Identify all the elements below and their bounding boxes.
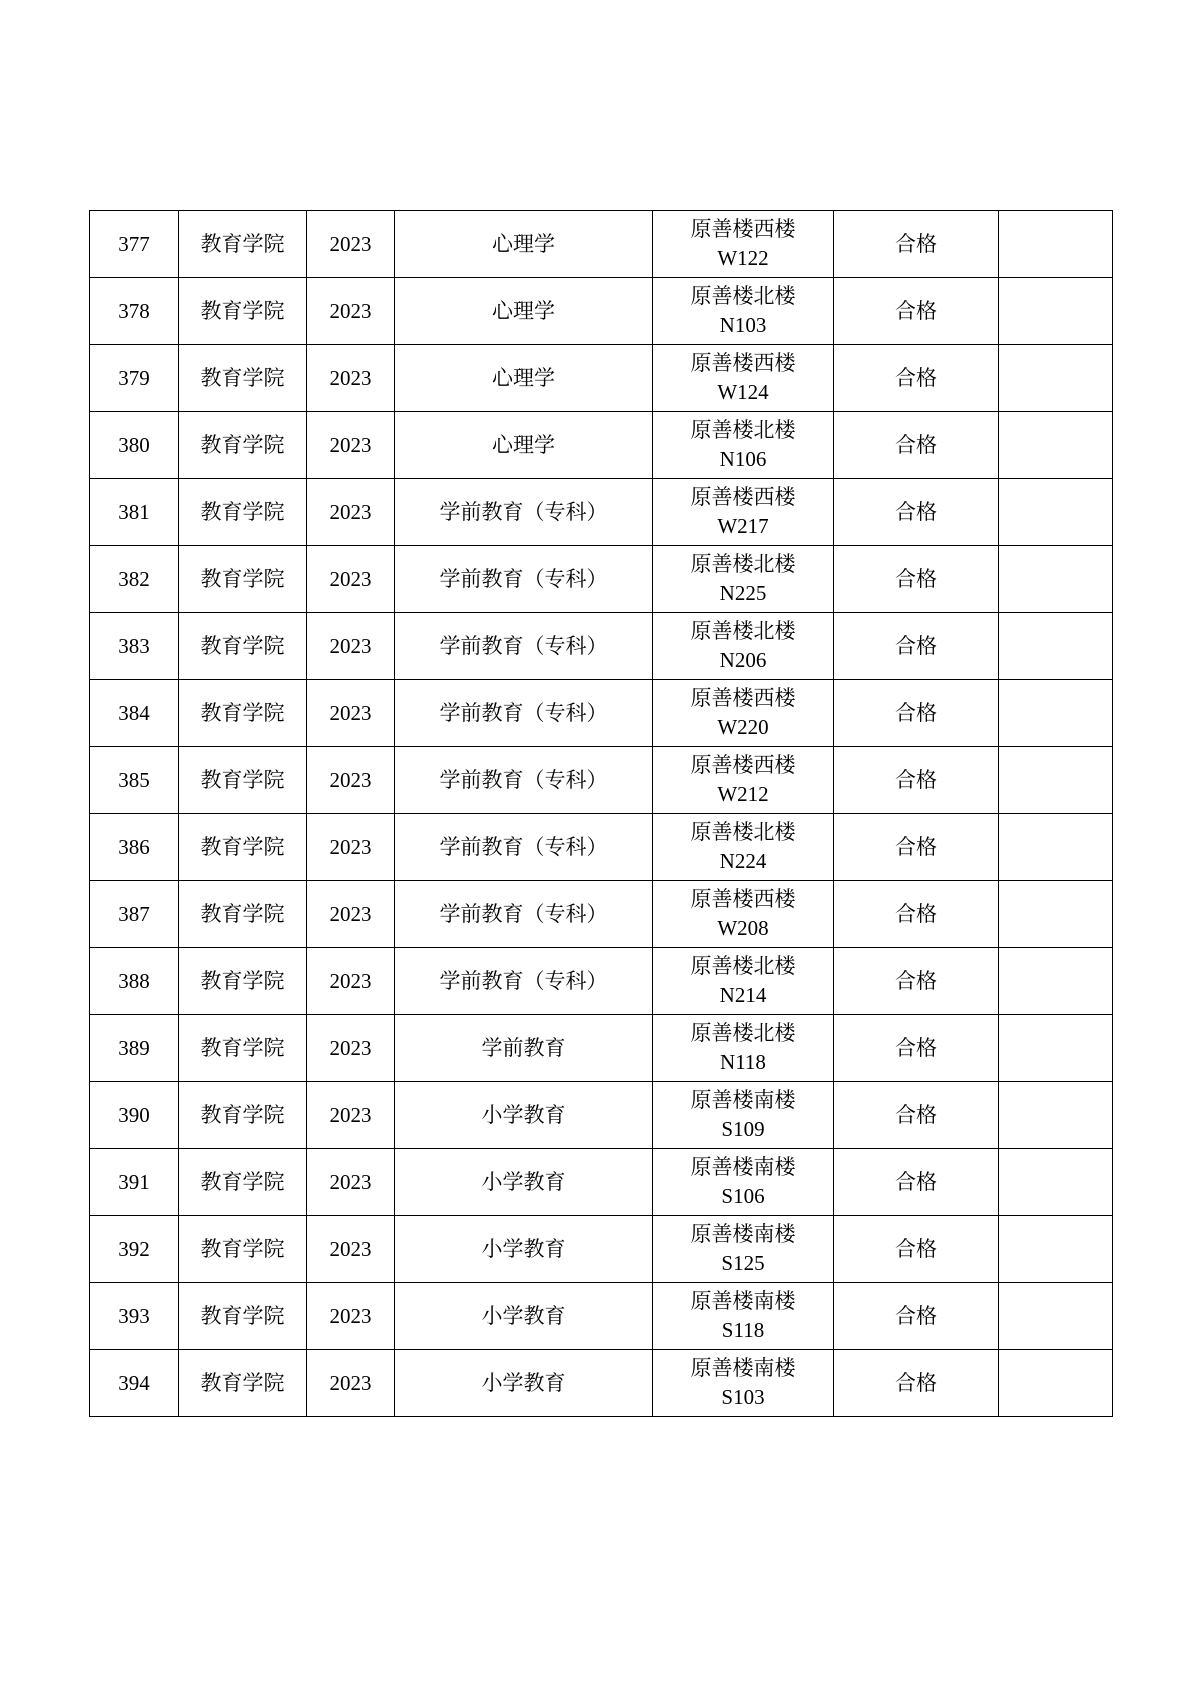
- building-name: 原善楼南楼: [690, 1088, 796, 1112]
- result-cell: 合格: [834, 613, 999, 680]
- dorm-location-cell: [653, 1082, 834, 1149]
- room-number: W217: [717, 514, 769, 538]
- row-number-cell: 386: [90, 814, 179, 881]
- building-name: 原善楼北楼: [690, 552, 796, 576]
- room-number: N103: [719, 313, 767, 337]
- college-cell: 教育学院: [179, 1082, 307, 1149]
- major-cell: 小学教育: [395, 1283, 653, 1350]
- table-row: [90, 1216, 1113, 1283]
- year-cell: 2023: [307, 814, 395, 881]
- table-row: [90, 680, 1113, 747]
- dorm-location-cell: [653, 278, 834, 345]
- room-number: W212: [717, 782, 769, 806]
- room-number: N225: [719, 581, 767, 605]
- year-cell: 2023: [307, 680, 395, 747]
- building-name: 原善楼南楼: [690, 1289, 796, 1313]
- building-name: 原善楼南楼: [690, 1356, 796, 1380]
- major-cell: 学前教育（专科）: [395, 881, 653, 948]
- table-body: [90, 211, 1113, 1417]
- building-name: 原善楼北楼: [690, 1021, 796, 1045]
- table-row: [90, 613, 1113, 680]
- college-cell: 教育学院: [179, 1216, 307, 1283]
- result-cell: 合格: [834, 1350, 999, 1417]
- row-number-cell: 392: [90, 1216, 179, 1283]
- building-name: 原善楼西楼: [690, 887, 796, 911]
- result-cell: 合格: [834, 747, 999, 814]
- year-cell: 2023: [307, 211, 395, 278]
- dorm-location-cell: [653, 814, 834, 881]
- table-row: [90, 345, 1113, 412]
- row-number-cell: 382: [90, 546, 179, 613]
- note-cell: [999, 948, 1113, 1015]
- year-cell: 2023: [307, 345, 395, 412]
- table-row: [90, 278, 1113, 345]
- building-name: 原善楼北楼: [690, 820, 796, 844]
- college-cell: 教育学院: [179, 1283, 307, 1350]
- dorm-location-cell: [653, 345, 834, 412]
- row-number-cell: 389: [90, 1015, 179, 1082]
- room-number: W124: [717, 380, 769, 404]
- table-row: [90, 546, 1113, 613]
- result-cell: 合格: [834, 814, 999, 881]
- year-cell: 2023: [307, 1149, 395, 1216]
- year-cell: 2023: [307, 1082, 395, 1149]
- dormitory-inspection-table: [89, 210, 1113, 1417]
- dorm-location-cell: [653, 1015, 834, 1082]
- row-number-cell: 394: [90, 1350, 179, 1417]
- note-cell: [999, 1350, 1113, 1417]
- building-name: 原善楼西楼: [690, 753, 796, 777]
- year-cell: 2023: [307, 613, 395, 680]
- dorm-location-cell: [653, 1283, 834, 1350]
- table-row: [90, 1350, 1113, 1417]
- row-number-cell: 388: [90, 948, 179, 1015]
- building-name: 原善楼西楼: [690, 686, 796, 710]
- table-row: [90, 1283, 1113, 1350]
- college-cell: 教育学院: [179, 948, 307, 1015]
- college-cell: 教育学院: [179, 1350, 307, 1417]
- result-cell: 合格: [834, 412, 999, 479]
- building-name: 原善楼西楼: [690, 217, 796, 241]
- row-number-cell: 390: [90, 1082, 179, 1149]
- note-cell: [999, 345, 1113, 412]
- room-number: W122: [717, 246, 769, 270]
- building-name: 原善楼南楼: [690, 1155, 796, 1179]
- year-cell: 2023: [307, 278, 395, 345]
- dorm-location-cell: [653, 479, 834, 546]
- room-number: W208: [717, 916, 769, 940]
- row-number-cell: 393: [90, 1283, 179, 1350]
- dorm-location-cell: [653, 1350, 834, 1417]
- row-number-cell: 379: [90, 345, 179, 412]
- major-cell: 小学教育: [395, 1082, 653, 1149]
- room-number: N106: [719, 447, 767, 471]
- note-cell: [999, 747, 1113, 814]
- major-cell: 心理学: [395, 412, 653, 479]
- dorm-location-cell: [653, 1149, 834, 1216]
- college-cell: 教育学院: [179, 345, 307, 412]
- note-cell: [999, 1149, 1113, 1216]
- result-cell: 合格: [834, 1149, 999, 1216]
- note-cell: [999, 1216, 1113, 1283]
- room-number: S125: [721, 1251, 765, 1275]
- major-cell: 心理学: [395, 211, 653, 278]
- row-number-cell: 378: [90, 278, 179, 345]
- note-cell: [999, 211, 1113, 278]
- year-cell: 2023: [307, 479, 395, 546]
- year-cell: 2023: [307, 1216, 395, 1283]
- note-cell: [999, 1015, 1113, 1082]
- note-cell: [999, 613, 1113, 680]
- building-name: 原善楼西楼: [690, 485, 796, 509]
- building-name: 原善楼南楼: [690, 1222, 796, 1246]
- result-cell: 合格: [834, 1216, 999, 1283]
- major-cell: 学前教育（专科）: [395, 546, 653, 613]
- result-cell: 合格: [834, 1082, 999, 1149]
- note-cell: [999, 680, 1113, 747]
- building-name: 原善楼北楼: [690, 418, 796, 442]
- note-cell: [999, 814, 1113, 881]
- building-name: 原善楼北楼: [690, 954, 796, 978]
- row-number-cell: 391: [90, 1149, 179, 1216]
- year-cell: 2023: [307, 412, 395, 479]
- table-row: [90, 881, 1113, 948]
- room-number: S109: [721, 1117, 765, 1141]
- room-number: N206: [719, 648, 767, 672]
- college-cell: 教育学院: [179, 479, 307, 546]
- college-cell: 教育学院: [179, 1149, 307, 1216]
- major-cell: 心理学: [395, 278, 653, 345]
- dorm-location-cell: [653, 1216, 834, 1283]
- table-row: [90, 1015, 1113, 1082]
- college-cell: 教育学院: [179, 412, 307, 479]
- dorm-location-cell: [653, 680, 834, 747]
- dorm-location-cell: [653, 546, 834, 613]
- table-row: [90, 479, 1113, 546]
- major-cell: 学前教育（专科）: [395, 479, 653, 546]
- row-number-cell: 384: [90, 680, 179, 747]
- result-cell: 合格: [834, 546, 999, 613]
- dorm-location-cell: [653, 747, 834, 814]
- note-cell: [999, 479, 1113, 546]
- note-cell: [999, 1283, 1113, 1350]
- result-cell: 合格: [834, 881, 999, 948]
- room-number: N224: [719, 849, 767, 873]
- dorm-location-cell: [653, 412, 834, 479]
- building-name: 原善楼北楼: [690, 619, 796, 643]
- major-cell: 学前教育（专科）: [395, 680, 653, 747]
- note-cell: [999, 546, 1113, 613]
- year-cell: 2023: [307, 1350, 395, 1417]
- row-number-cell: 383: [90, 613, 179, 680]
- note-cell: [999, 1082, 1113, 1149]
- year-cell: 2023: [307, 1015, 395, 1082]
- major-cell: 学前教育（专科）: [395, 747, 653, 814]
- note-cell: [999, 278, 1113, 345]
- row-number-cell: 377: [90, 211, 179, 278]
- result-cell: 合格: [834, 1015, 999, 1082]
- college-cell: 教育学院: [179, 546, 307, 613]
- year-cell: 2023: [307, 1283, 395, 1350]
- result-cell: 合格: [834, 948, 999, 1015]
- table-row: [90, 1149, 1113, 1216]
- major-cell: 学前教育（专科）: [395, 814, 653, 881]
- table-row: [90, 814, 1113, 881]
- college-cell: 教育学院: [179, 211, 307, 278]
- result-cell: 合格: [834, 211, 999, 278]
- college-cell: 教育学院: [179, 814, 307, 881]
- building-name: 原善楼西楼: [690, 351, 796, 375]
- room-number: W220: [717, 715, 769, 739]
- dorm-location-cell: [653, 948, 834, 1015]
- major-cell: 小学教育: [395, 1149, 653, 1216]
- year-cell: 2023: [307, 546, 395, 613]
- year-cell: 2023: [307, 881, 395, 948]
- dorm-location-cell: [653, 211, 834, 278]
- result-cell: 合格: [834, 345, 999, 412]
- major-cell: 学前教育（专科）: [395, 613, 653, 680]
- major-cell: 心理学: [395, 345, 653, 412]
- college-cell: 教育学院: [179, 680, 307, 747]
- dorm-location-cell: [653, 881, 834, 948]
- year-cell: 2023: [307, 948, 395, 1015]
- note-cell: [999, 412, 1113, 479]
- result-cell: 合格: [834, 278, 999, 345]
- college-cell: 教育学院: [179, 747, 307, 814]
- room-number: N118: [720, 1050, 766, 1074]
- major-cell: 学前教育: [395, 1015, 653, 1082]
- row-number-cell: 385: [90, 747, 179, 814]
- college-cell: 教育学院: [179, 1015, 307, 1082]
- row-number-cell: 380: [90, 412, 179, 479]
- major-cell: 小学教育: [395, 1350, 653, 1417]
- room-number: N214: [719, 983, 767, 1007]
- result-cell: 合格: [834, 1283, 999, 1350]
- major-cell: 小学教育: [395, 1216, 653, 1283]
- room-number: S118: [721, 1318, 765, 1342]
- room-number: S106: [721, 1184, 765, 1208]
- dorm-location-cell: [653, 613, 834, 680]
- major-cell: 学前教育（专科）: [395, 948, 653, 1015]
- building-name: 原善楼北楼: [690, 284, 796, 308]
- year-cell: 2023: [307, 747, 395, 814]
- table-row: [90, 948, 1113, 1015]
- college-cell: 教育学院: [179, 613, 307, 680]
- note-cell: [999, 881, 1113, 948]
- table-row: [90, 1082, 1113, 1149]
- college-cell: 教育学院: [179, 881, 307, 948]
- row-number-cell: 387: [90, 881, 179, 948]
- result-cell: 合格: [834, 479, 999, 546]
- result-cell: 合格: [834, 680, 999, 747]
- room-number: S103: [721, 1385, 765, 1409]
- row-number-cell: 381: [90, 479, 179, 546]
- table-row: [90, 412, 1113, 479]
- college-cell: 教育学院: [179, 278, 307, 345]
- table-row: [90, 211, 1113, 278]
- table-row: [90, 747, 1113, 814]
